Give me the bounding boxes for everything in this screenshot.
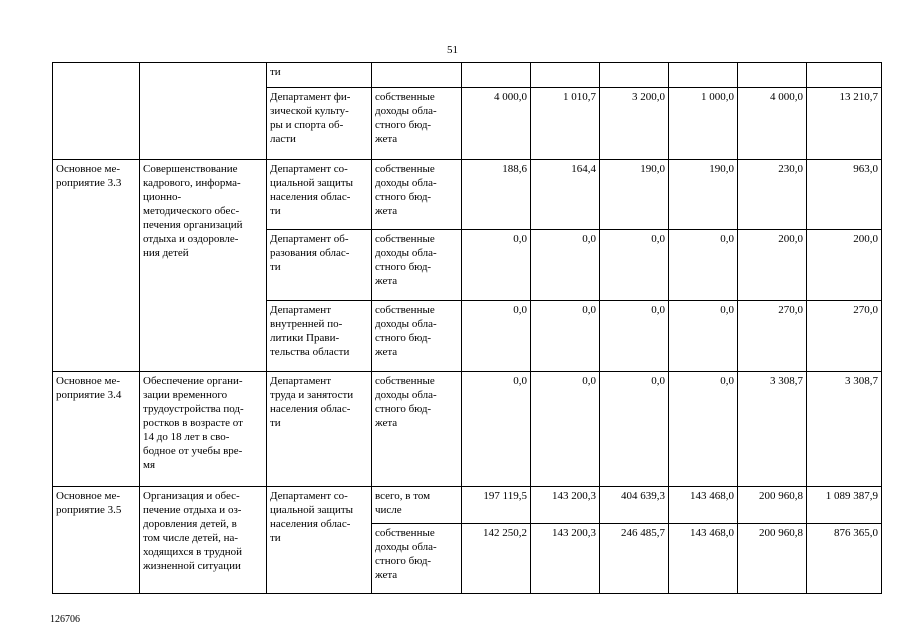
value-cell: 0,0 (462, 230, 531, 301)
value-cell: 3 308,7 (738, 372, 807, 487)
value-cell: 190,0 (669, 160, 738, 230)
value-cell: 0,0 (531, 301, 600, 372)
total-cell: 13 210,7 (807, 88, 882, 160)
source-cell: всего, в том числе (372, 487, 462, 524)
executor-cell: Департамент фи- зической культу- ры и спорта об- ласти (267, 88, 372, 160)
value-cell: 200,0 (738, 230, 807, 301)
source-cell: собственные доходы обла- стного бюд- жета (372, 301, 462, 372)
value-cell: 0,0 (600, 301, 669, 372)
value-cell: 404 639,3 (600, 487, 669, 524)
executor-cell: Департамент труда и занятости населения облас- ти (267, 372, 372, 487)
program-code-cell (53, 63, 140, 160)
source-cell: собственные доходы обла- стного бюд- жета (372, 524, 462, 594)
page-number: 51 (447, 44, 458, 56)
carry-over-text: ти (270, 66, 281, 78)
value-cell: 190,0 (600, 160, 669, 230)
value-cell: 246 485,7 (600, 524, 669, 594)
total-cell: 3 308,7 (807, 372, 882, 487)
value-cell: 143 200,3 (531, 524, 600, 594)
source-cell: собственные доходы обла- стного бюд- жета (372, 230, 462, 301)
executor-cell: Департамент со- циальной защиты населения облас- ти (267, 487, 372, 594)
table-row (53, 160, 882, 230)
value-cell: 143 468,0 (669, 524, 738, 594)
table-row (53, 487, 882, 524)
executor-cell (267, 63, 372, 88)
executor-cell: Департамент внутренней по- литики Прави- тельства области (267, 301, 372, 372)
program-code-cell: Основное ме- роприятие 3.5 (53, 487, 140, 594)
value-cell: 200 960,8 (738, 524, 807, 594)
value-cell (531, 63, 600, 88)
value-cell: 164,4 (531, 160, 600, 230)
value-cell: 143 200,3 (531, 487, 600, 524)
value-cell: 1 010,7 (531, 88, 600, 160)
value-cell: 0,0 (600, 372, 669, 487)
value-cell (462, 63, 531, 88)
total-cell: 963,0 (807, 160, 882, 230)
value-cell: 0,0 (669, 230, 738, 301)
program-name-cell: Обеспечение органи- зации временного трудоустройства под- ростков в возрасте от 14 до 18 лет в сво- бодное от учебы вре- мя (140, 372, 267, 487)
value-cell: 4 000,0 (738, 88, 807, 160)
source-cell: собственные доходы обла- стного бюд- жета (372, 160, 462, 230)
executor-cell: Департамент со- циальной защиты населения облас- ти (267, 160, 372, 230)
footer-code: 126706 (50, 614, 80, 625)
value-cell: 197 119,5 (462, 487, 531, 524)
executor-cell: Департамент об- разования облас- ти (267, 230, 372, 301)
value-cell (669, 63, 738, 88)
value-cell (807, 63, 882, 88)
program-name-cell: Совершенствование кадрового, информа- ционно- методического обес- печения организаций отдыха и оздоровле- ния детей (140, 160, 267, 372)
source-cell: собственные доходы обла- стного бюд- жета (372, 372, 462, 487)
program-name-cell (140, 63, 267, 160)
value-cell: 0,0 (669, 372, 738, 487)
value-cell: 0,0 (531, 372, 600, 487)
value-cell (738, 63, 807, 88)
value-cell: 4 000,0 (462, 88, 531, 160)
value-cell: 0,0 (462, 301, 531, 372)
total-cell: 200,0 (807, 230, 882, 301)
table-row (53, 372, 882, 487)
value-cell: 0,0 (462, 372, 531, 487)
program-code-cell: Основное ме- роприятие 3.3 (53, 160, 140, 372)
source-cell (372, 63, 462, 88)
funding-table (52, 62, 882, 594)
table-row (53, 63, 882, 88)
value-cell: 270,0 (738, 301, 807, 372)
value-cell: 0,0 (531, 230, 600, 301)
value-cell: 0,0 (600, 230, 669, 301)
total-cell: 876 365,0 (807, 524, 882, 594)
value-cell (600, 63, 669, 88)
value-cell: 0,0 (669, 301, 738, 372)
total-cell: 270,0 (807, 301, 882, 372)
value-cell: 143 468,0 (669, 487, 738, 524)
value-cell: 200 960,8 (738, 487, 807, 524)
value-cell: 1 000,0 (669, 88, 738, 160)
value-cell: 188,6 (462, 160, 531, 230)
value-cell: 230,0 (738, 160, 807, 230)
value-cell: 3 200,0 (600, 88, 669, 160)
program-code-cell: Основное ме- роприятие 3.4 (53, 372, 140, 487)
value-cell: 142 250,2 (462, 524, 531, 594)
program-name-cell: Организация и обес- печение отдыха и оз- доровления детей, в том числе детей, на- ходящихся в трудной жизненной ситуации (140, 487, 267, 594)
total-cell: 1 089 387,9 (807, 487, 882, 524)
source-cell: собственные доходы обла- стного бюд- жета (372, 88, 462, 160)
